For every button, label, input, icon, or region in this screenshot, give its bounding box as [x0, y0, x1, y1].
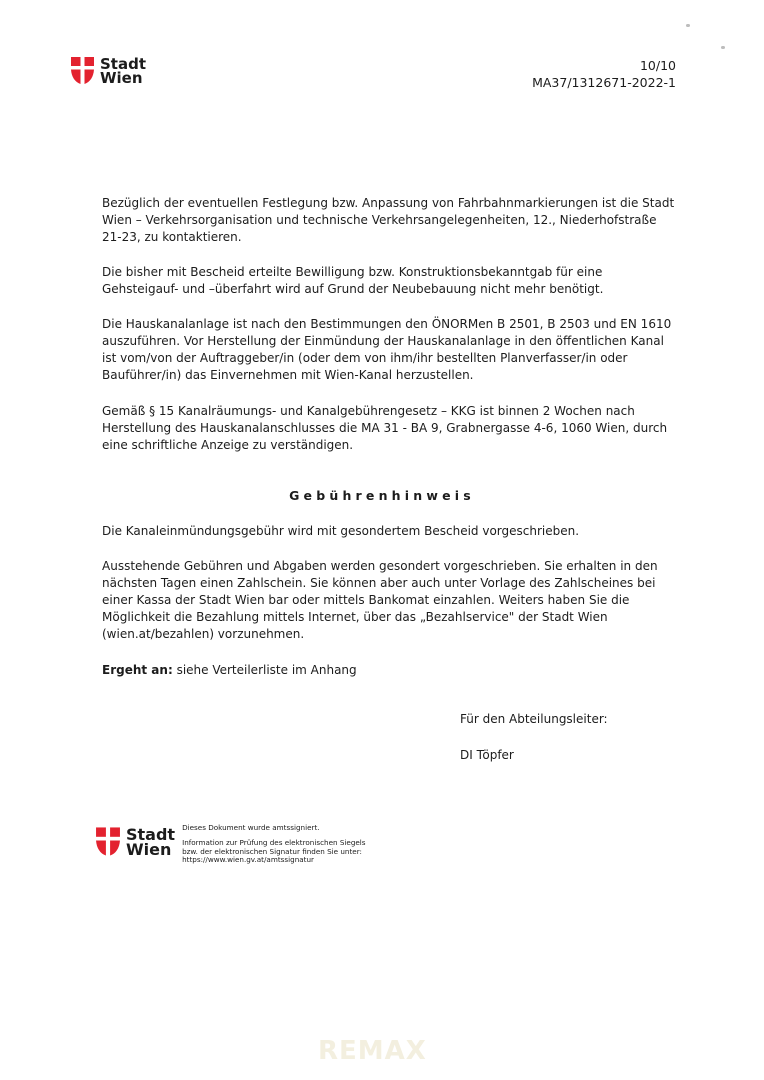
section-heading-gebuehrenhinweis: Gebührenhinweis — [289, 488, 475, 503]
ergeht-an-value: siehe Verteilerliste im Anhang — [172, 663, 357, 677]
seal-line-3: bzw. der elektronischen Signatur finden Sie unter: — [182, 846, 362, 856]
scan-speck — [721, 46, 725, 49]
paragraph-gebuehren-abgaben: Ausstehende Gebühren und Abgaben werden gesondert vorgeschrieben. Sie erhalten in den nächsten Tagen einen Zahlschein. Sie können aber auch unter Vorlage des Zahlscheines bei einer Kassa der Stadt Wien bar oder mittels Bankomat einzahlen. Weiters haben Sie die Möglichkeit die Bezahlung mittels Internet, über das „Bezahlservice" der Stadt Wien (wien.at/bezahlen) vorzunehmen. — [102, 559, 658, 641]
paragraph-kanaleinmuendungsgebuehr: Die Kanaleinmündungsgebühr wird mit gesondertem Bescheid vorgeschrieben. — [102, 524, 580, 538]
document-reference — [532, 57, 676, 91]
seal-url: https://www.wien.gv.at/amtssignatur — [182, 854, 314, 864]
stadt-wien-logo — [70, 56, 146, 86]
paragraph-gehsteigueberfahrt: Die bisher mit Bescheid erteilte Bewilligung bzw. Konstruktionsbekanntgab für eine Gehsteigauf- und –überfahrt wird auf Grund der Neubebauung nicht mehr benötigt. — [102, 265, 604, 296]
scan-speck — [686, 24, 690, 27]
seal-line-2: Information zur Prüfung des elektronischen Siegels — [182, 838, 366, 848]
watermark: REMAX — [318, 1036, 427, 1066]
reference-number: MA37/1312671-2022-1 — [532, 75, 676, 90]
paragraph-kkg: Gemäß § 15 Kanalräumungs- und Kanalgebührengesetz – KKG ist binnen 2 Wochen nach Herstellung des Hauskanalanschlusses die MA 31 - BA 9, Grabnergasse 4-6, 1060 Wien, durch eine schriftliche Anzeige zu verständigen. — [102, 404, 668, 452]
vienna-shield-icon — [95, 826, 121, 858]
signature-name: DI Töpfer — [460, 748, 514, 762]
amtssignatur-seal — [95, 823, 366, 864]
seal-logo-wordmark: Stadt Wien — [126, 824, 176, 859]
ergeht-an-label: Ergeht an: — [102, 663, 173, 677]
logo-line-2: Wien — [100, 69, 143, 87]
page-number: 10/10 — [639, 58, 676, 73]
logo-wordmark — [100, 54, 147, 87]
paragraph-fahrbahnmarkierungen: Bezüglich der eventuellen Festlegung bzw. Anpassung von Fahrbahnmarkierungen ist die Stadt Wien – Verkehrsorganisation und technische Verkehrsangelegenheiten, 12., Niederhofstraße 21-23, zu kontaktieren. — [102, 196, 675, 244]
seal-logo — [95, 826, 175, 858]
seal-text — [182, 824, 365, 864]
vienna-shield-icon — [70, 56, 95, 86]
paragraph-ergeht-an — [102, 662, 678, 679]
seal-line-1: Dieses Dokument wurde amtssigniert. — [182, 823, 320, 832]
signature-role: Für den Abteilungsleiter: — [460, 712, 608, 726]
paragraph-hauskanalanlage: Die Hauskanalanlage ist nach den Bestimmungen den ÖNORMen B 2501, B 2503 und EN 1610 auszuführen. Vor Herstellung der Einmündung der Hauskanalanlage in den öffentlichen Kanal ist vom/von der Auftraggeber/in (oder dem von ihm/ihr bestellten Planverfasser/in oder Bauführer/in) das Einvernehmen mit Wien-Kanal herzustellen. — [102, 317, 672, 382]
logo-line-1: Stadt — [100, 54, 147, 73]
